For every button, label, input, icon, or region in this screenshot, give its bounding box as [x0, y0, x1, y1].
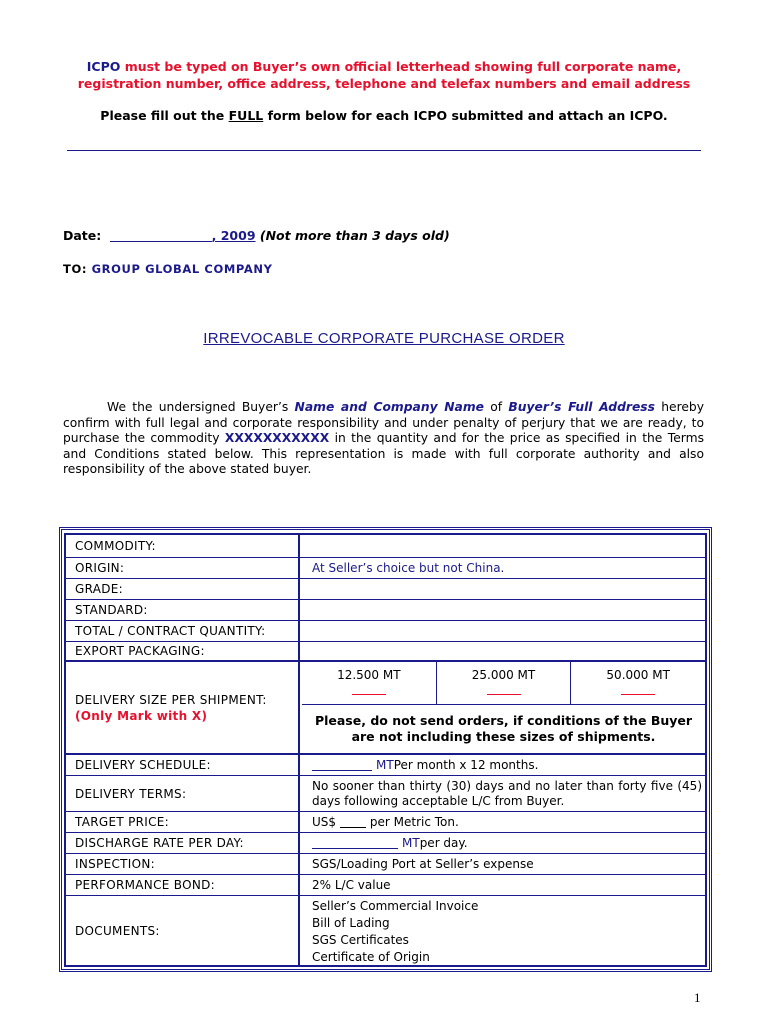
price-prefix: US$	[312, 815, 337, 829]
table-row-performance-bond	[66, 875, 705, 896]
document-title: IRREVOCABLE CORPORATE PURCHASE ORDER	[203, 330, 565, 347]
delivery-size-label-cell	[66, 662, 300, 753]
date-year: , 2009	[211, 228, 256, 243]
list-item: SGS Certificates	[312, 933, 409, 947]
instruction-before: Please fill out the	[100, 108, 229, 123]
page-number: 1	[694, 990, 701, 1005]
schedule-blank[interactable]	[312, 760, 372, 771]
intro-paragraph	[63, 400, 704, 478]
documents-list	[312, 896, 478, 966]
row-label: GRADE:	[66, 579, 300, 599]
inspection-value: SGS/Loading Port at Seller’s expense	[312, 857, 534, 871]
row-label: DELIVERY TERMS:	[66, 776, 300, 811]
row-label: DELIVERY SIZE PER SHIPMENT:	[75, 692, 267, 707]
row-label: PERFORMANCE BOND:	[66, 875, 300, 895]
date-blank[interactable]	[110, 229, 212, 242]
shipment-size-note: Please, do not send orders, if conditions of the Buyer are not including these sizes of shipments.	[314, 713, 693, 744]
table-row-commodity	[66, 535, 705, 558]
row-label: COMMODITY:	[66, 535, 300, 557]
list-item: Seller’s Commercial Invoice	[312, 899, 479, 913]
table-row-packaging	[66, 642, 705, 662]
schedule-value	[302, 755, 705, 775]
date-line	[63, 228, 450, 243]
to-label: TO:	[63, 262, 88, 276]
row-label: TARGET PRICE:	[66, 812, 300, 832]
table-row-inspection	[66, 854, 705, 875]
recipient-line	[63, 262, 273, 276]
discharge-value	[302, 833, 705, 853]
size-value: 12.500 MT	[337, 668, 401, 682]
mark-blank[interactable]	[487, 694, 521, 695]
row-label: INSPECTION:	[66, 854, 300, 874]
origin-value: At Seller’s choice but not China.	[312, 561, 505, 575]
grade-field[interactable]	[302, 579, 705, 599]
shipment-size-options	[302, 662, 705, 705]
notice-icpo: ICPO	[86, 59, 121, 74]
date-note: (Not more than 3 days old)	[259, 228, 450, 243]
bond-value: 2% L/C value	[312, 878, 391, 892]
fill-instruction	[60, 108, 708, 123]
row-label: ORIGIN:	[66, 558, 300, 578]
instruction-after: form below for each ICPO submitted and attach an ICPO.	[263, 108, 668, 123]
separator-line	[67, 150, 701, 151]
price-blank[interactable]	[340, 817, 366, 828]
mark-blank[interactable]	[352, 694, 386, 695]
discharge-unit: MT	[402, 836, 420, 850]
intro-buyer-address: Buyer’s Full Address	[508, 400, 655, 414]
row-label: STANDARD:	[66, 600, 300, 620]
table-row-delivery-schedule	[66, 755, 705, 776]
price-rest: per Metric Ton.	[369, 815, 459, 829]
packaging-field[interactable]	[302, 642, 705, 660]
table-row-delivery-size	[66, 662, 705, 755]
row-label: TOTAL / CONTRACT QUANTITY:	[66, 621, 300, 641]
intro-text-3: hereby confirm with full legal and corporate responsibility and under penalty of perjury that we are ready, to purchase the commodity	[63, 400, 705, 445]
intro-text-2: of	[483, 400, 509, 414]
row-label: DISCHARGE RATE PER DAY:	[66, 833, 300, 853]
to-company: GROUP GLOBAL COMPANY	[91, 262, 273, 276]
mark-blank[interactable]	[621, 694, 655, 695]
table-row-documents	[66, 896, 705, 965]
discharge-blank[interactable]	[312, 838, 398, 849]
row-label: DELIVERY SCHEDULE:	[66, 755, 300, 775]
intro-text-1: We the undersigned Buyer’s	[107, 400, 295, 414]
size-option-12500[interactable]	[302, 662, 437, 704]
table-row-delivery-terms	[66, 776, 705, 812]
standard-field[interactable]	[302, 600, 705, 620]
row-label: DOCUMENTS:	[66, 896, 300, 965]
documents-value	[302, 896, 705, 965]
list-item: Certificate of Origin	[312, 950, 430, 964]
intro-text-4: in the quantity and for the price as specified in the Terms and Conditions stated below. This representation is made with full corporate authority and also responsibility of the above stated buyer.	[63, 431, 704, 476]
table-row-standard	[66, 600, 705, 621]
date-label: Date:	[63, 228, 102, 243]
terms-value: No sooner than thirty (30) days and no later than forty five (45) days following acceptable L/C from Buyer.	[312, 778, 702, 808]
instruction-emph: FULL	[228, 108, 264, 123]
intro-buyer-name: Name and Company Name	[294, 400, 484, 414]
price-value	[302, 812, 705, 832]
quantity-field[interactable]	[302, 621, 705, 641]
notice-line2: registration number, office address, telephone and telefax numbers and email address	[77, 76, 691, 91]
table-row-discharge-rate	[66, 833, 705, 854]
commodity-field[interactable]	[302, 535, 705, 557]
letterhead-notice	[60, 58, 708, 92]
size-option-50000[interactable]	[571, 662, 705, 704]
schedule-unit: MT	[376, 758, 394, 772]
row-label: EXPORT PACKAGING:	[66, 642, 300, 660]
schedule-rest: Per month x 12 months.	[393, 758, 539, 772]
table-row-quantity	[66, 621, 705, 642]
intro-commodity: XXXXXXXXXXX	[224, 431, 330, 445]
size-value: 50.000 MT	[606, 668, 670, 682]
table-row-grade	[66, 579, 705, 600]
size-option-25000[interactable]	[437, 662, 572, 704]
notice-line1: must be typed on Buyer’s own official letterhead showing full corporate name,	[120, 59, 682, 74]
table-row-target-price	[66, 812, 705, 833]
discharge-rest: per day.	[419, 836, 468, 850]
table-row-origin	[66, 558, 705, 579]
row-sublabel: (Only Mark with X)	[75, 708, 208, 723]
list-item: Bill of Lading	[312, 916, 390, 930]
size-value: 25.000 MT	[471, 668, 536, 682]
